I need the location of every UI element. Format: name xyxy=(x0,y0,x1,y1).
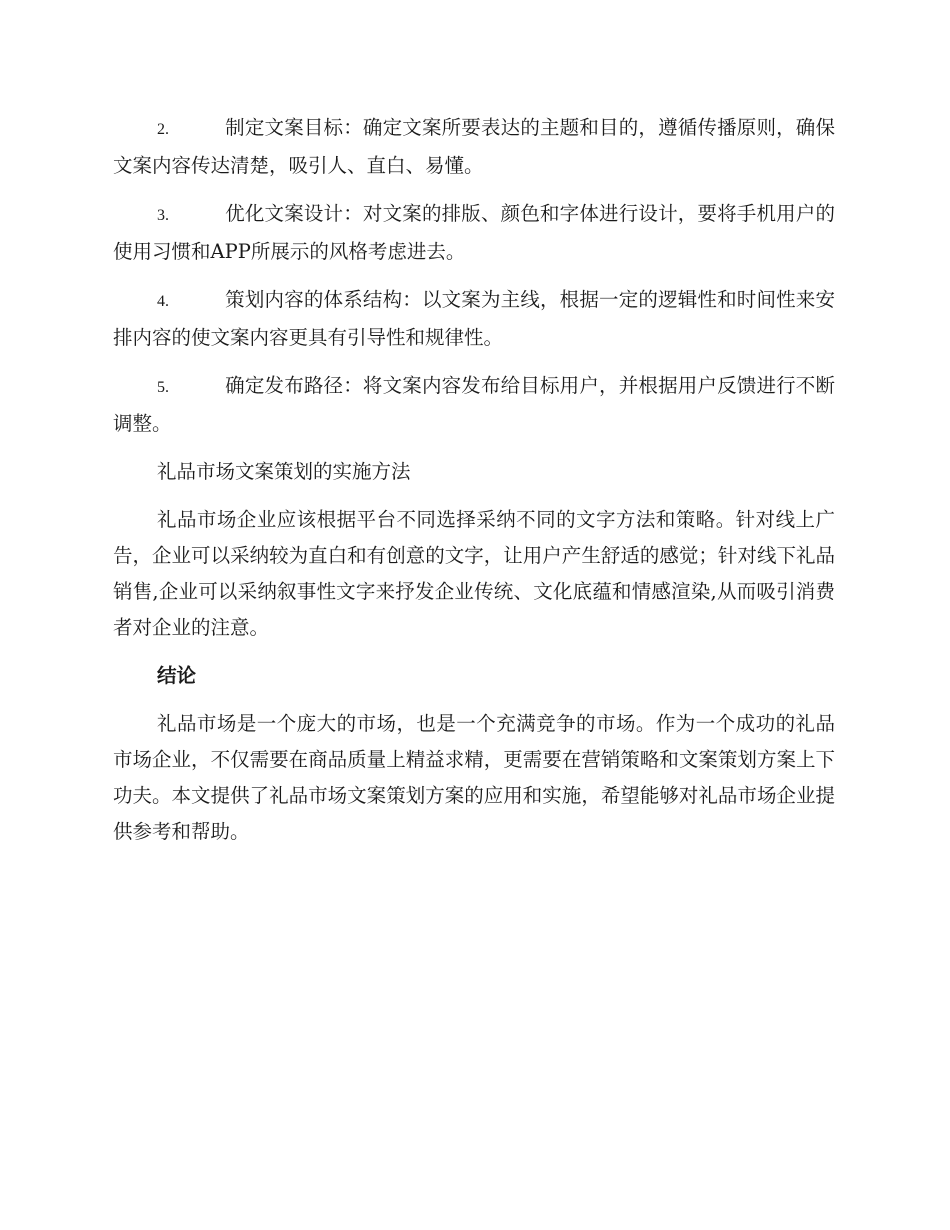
list-item-2 xyxy=(113,110,835,184)
implementation-paragraph: 礼品市场企业应该根据平台不同选择采纳不同的文字方法和策略。针对线上广告，企业可以采纳较为直白和有创意的文字，让用户产生舒适的感觉；针对线下礼品销售,企业可以采纳叙事性文字来抒发企业传统、文化底蕴和情感渲染,从而吸引消费者对企业的注意。 xyxy=(113,508,835,639)
conclusion-heading: 结论 xyxy=(157,664,197,687)
list-item-text: 策划内容的体系结构：以文案为主线，根据一定的逻辑性和时间性来安排内容的使文案内容更具有引导性和规律性。 xyxy=(113,288,835,349)
list-item-5 xyxy=(113,368,835,442)
implementation-heading: 礼品市场文案策划的实施方法 xyxy=(157,460,411,483)
list-item-text: 优化文案设计：对文案的排版、颜色和字体进行设计，要将手机用户的使用习惯和APP所展示的风格考虑进去。 xyxy=(113,202,835,263)
list-item-4 xyxy=(113,282,835,356)
list-item-text: 确定发布路径：将文案内容发布给目标用户，并根据用户反馈进行不断调整。 xyxy=(113,374,835,435)
list-number: 2. xyxy=(157,121,169,138)
list-number: 5. xyxy=(157,379,169,396)
conclusion-paragraph: 礼品市场是一个庞大的市场，也是一个充满竞争的市场。作为一个成功的礼品市场企业，不仅需要在商品质量上精益求精，更需要在营销策略和文案策划方案上下功夫。本文提供了礼品市场文案策划方案的应用和实施，希望能够对礼品市场企业提供参考和帮助。 xyxy=(113,712,835,843)
list-item-text: 制定文案目标：确定文案所要表达的主题和目的，遵循传播原则，确保文案内容传达清楚，吸引人、直白、易懂。 xyxy=(113,116,835,177)
list-item-3 xyxy=(113,196,835,270)
document-body xyxy=(113,110,835,862)
list-number: 4. xyxy=(157,293,169,310)
list-number: 3. xyxy=(157,207,169,224)
